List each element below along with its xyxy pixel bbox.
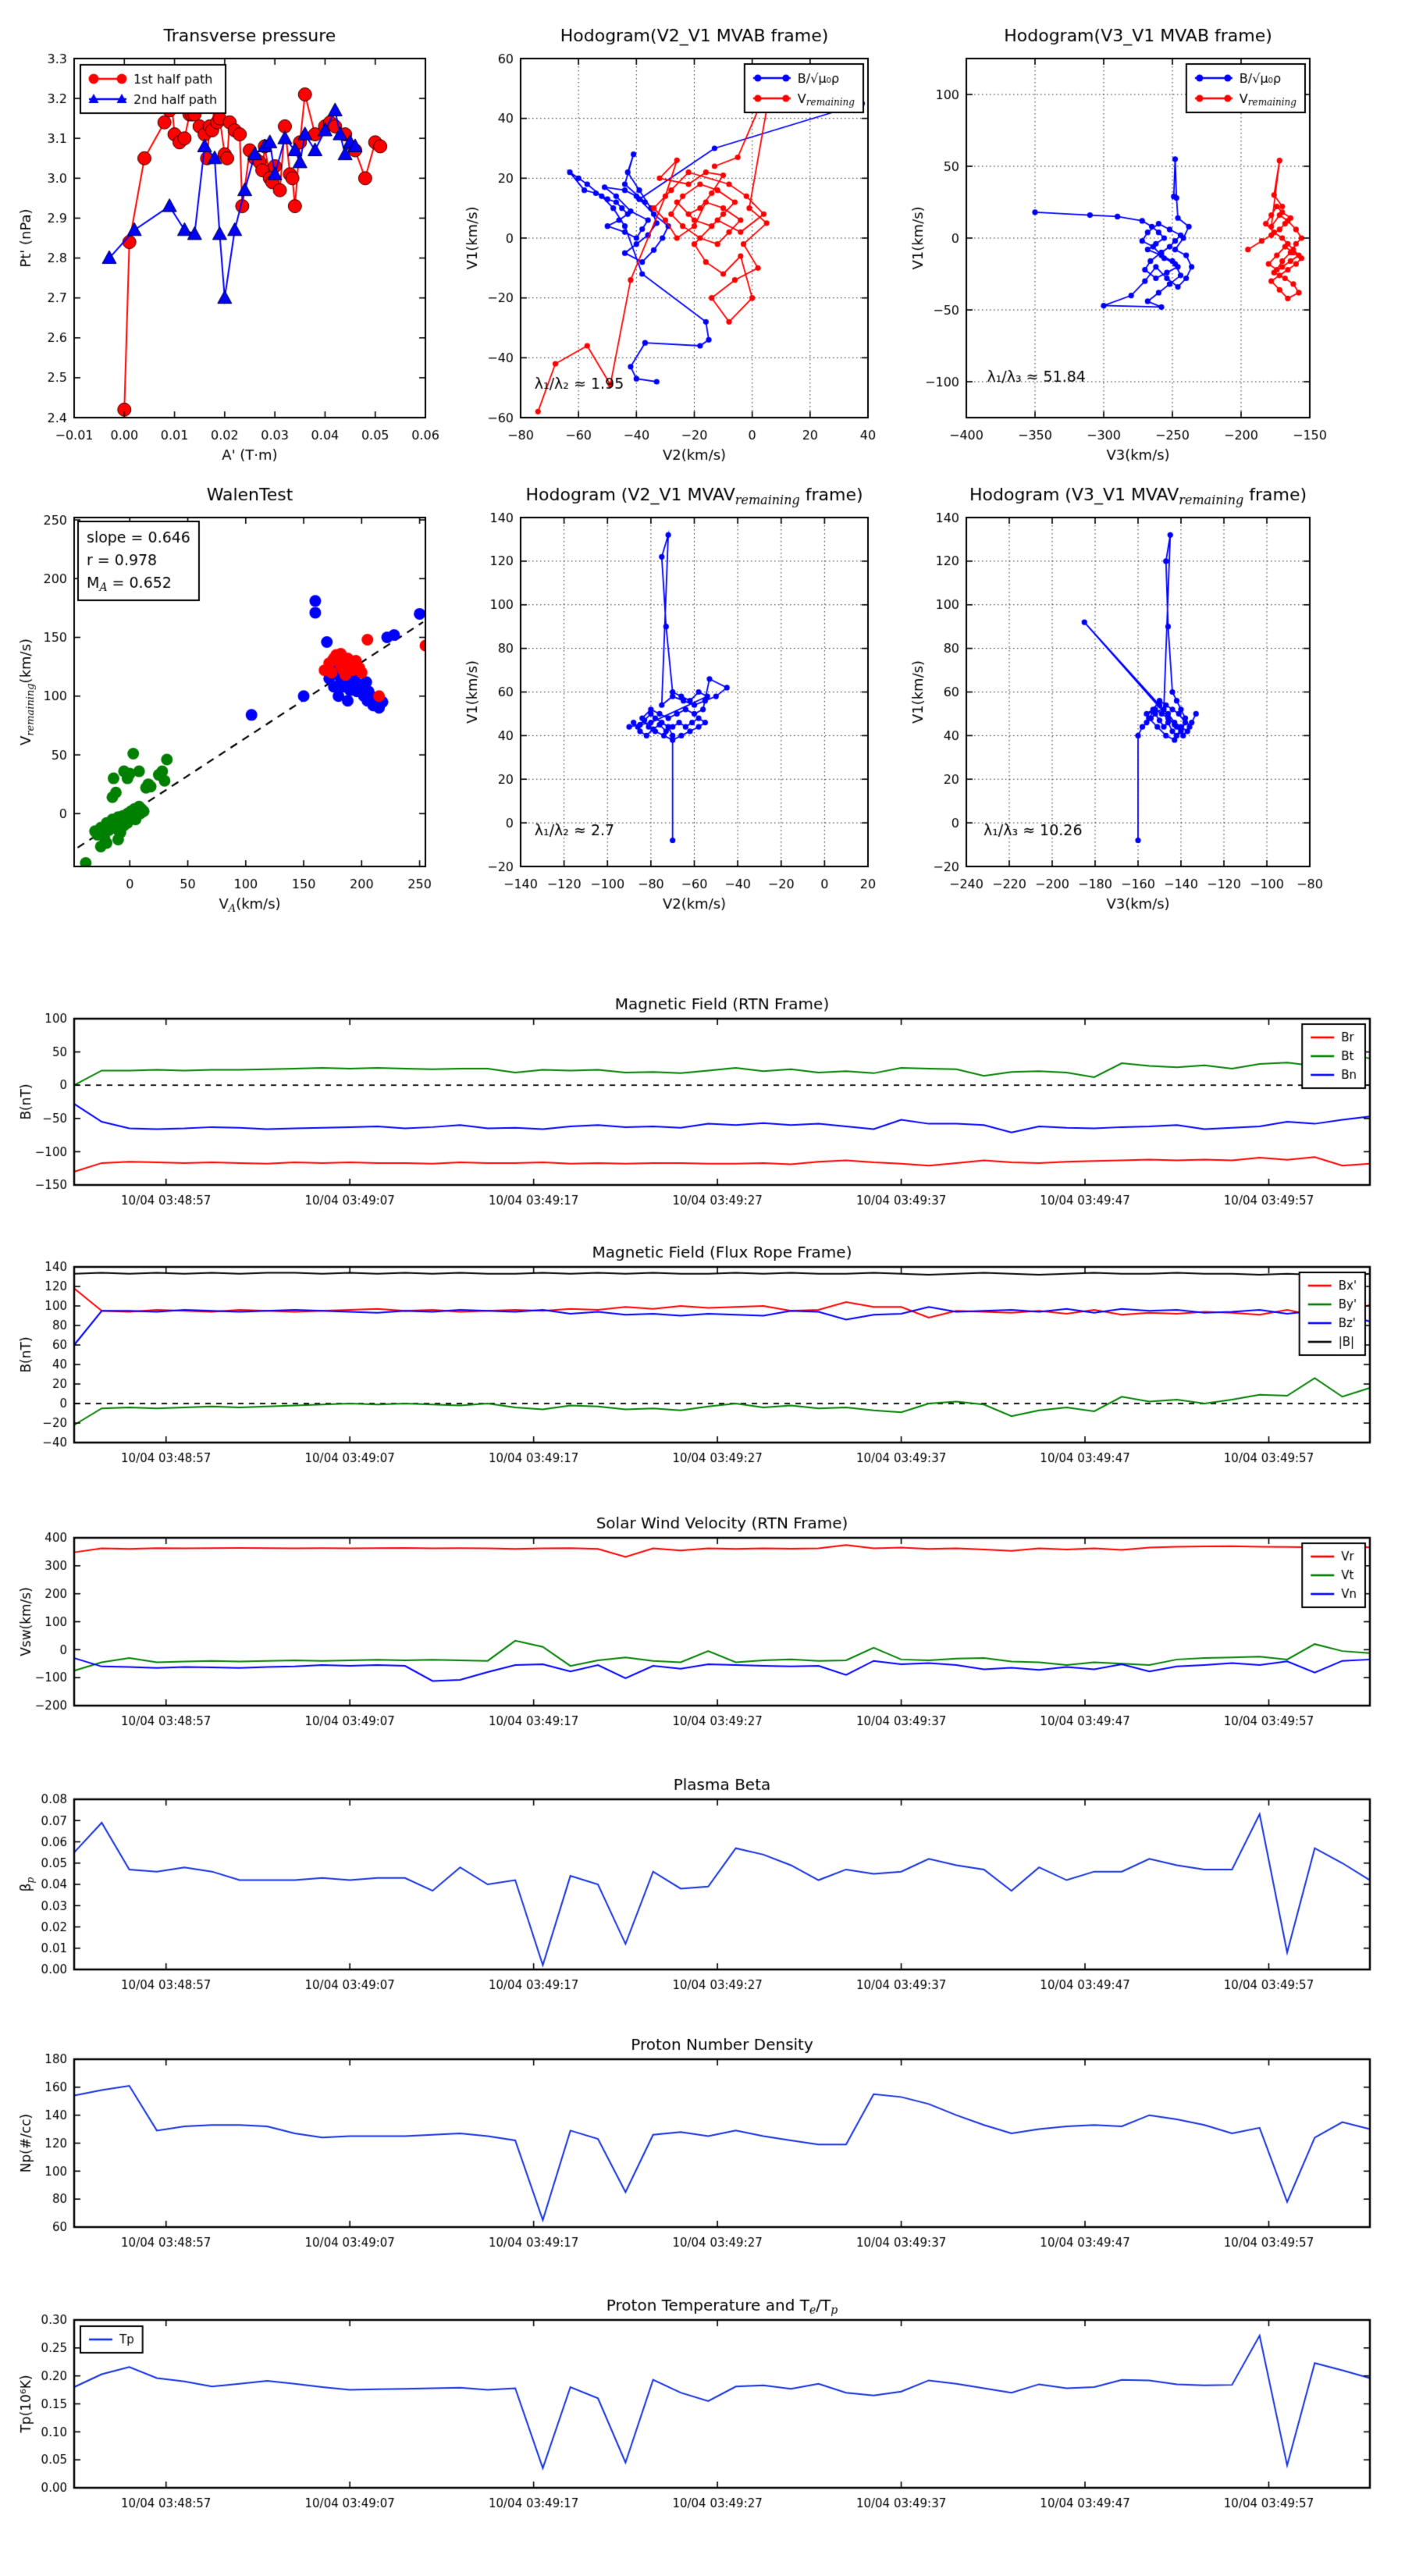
hodogram-v2v1-mvab-canvas <box>457 12 905 464</box>
chart-b-rtn <box>12 998 1397 1224</box>
chart-walen-test <box>8 468 457 921</box>
chart-hodogram-v2v1-mvav <box>457 468 905 921</box>
chart-hodogram-v2v1-mvab <box>457 12 905 464</box>
chart-hodogram-v3v1-mvab <box>905 12 1343 464</box>
b-rtn-canvas <box>12 998 1397 1224</box>
b-fluxrope-canvas <box>12 1244 1397 1478</box>
chart-vsw-rtn <box>12 1503 1397 1737</box>
transverse-pressure-canvas <box>8 12 457 464</box>
walen-test-canvas <box>8 468 457 921</box>
hodogram-v3v1-mvab-canvas <box>905 12 1343 464</box>
chart-np <box>12 2012 1397 2258</box>
plasma-beta-canvas <box>12 1752 1397 1998</box>
hodogram-v3v1-mvav-canvas <box>905 468 1343 921</box>
np-canvas <box>12 2012 1397 2258</box>
chart-transverse-pressure <box>8 12 457 464</box>
chart-b-fluxrope <box>12 1244 1397 1478</box>
tp-canvas <box>12 2272 1397 2523</box>
chart-tp <box>12 2272 1397 2523</box>
chart-plasma-beta <box>12 1752 1397 1998</box>
vsw-rtn-canvas <box>12 1503 1397 1737</box>
hodogram-v2v1-mvav-canvas <box>457 468 905 921</box>
chart-hodogram-v3v1-mvav <box>905 468 1343 921</box>
